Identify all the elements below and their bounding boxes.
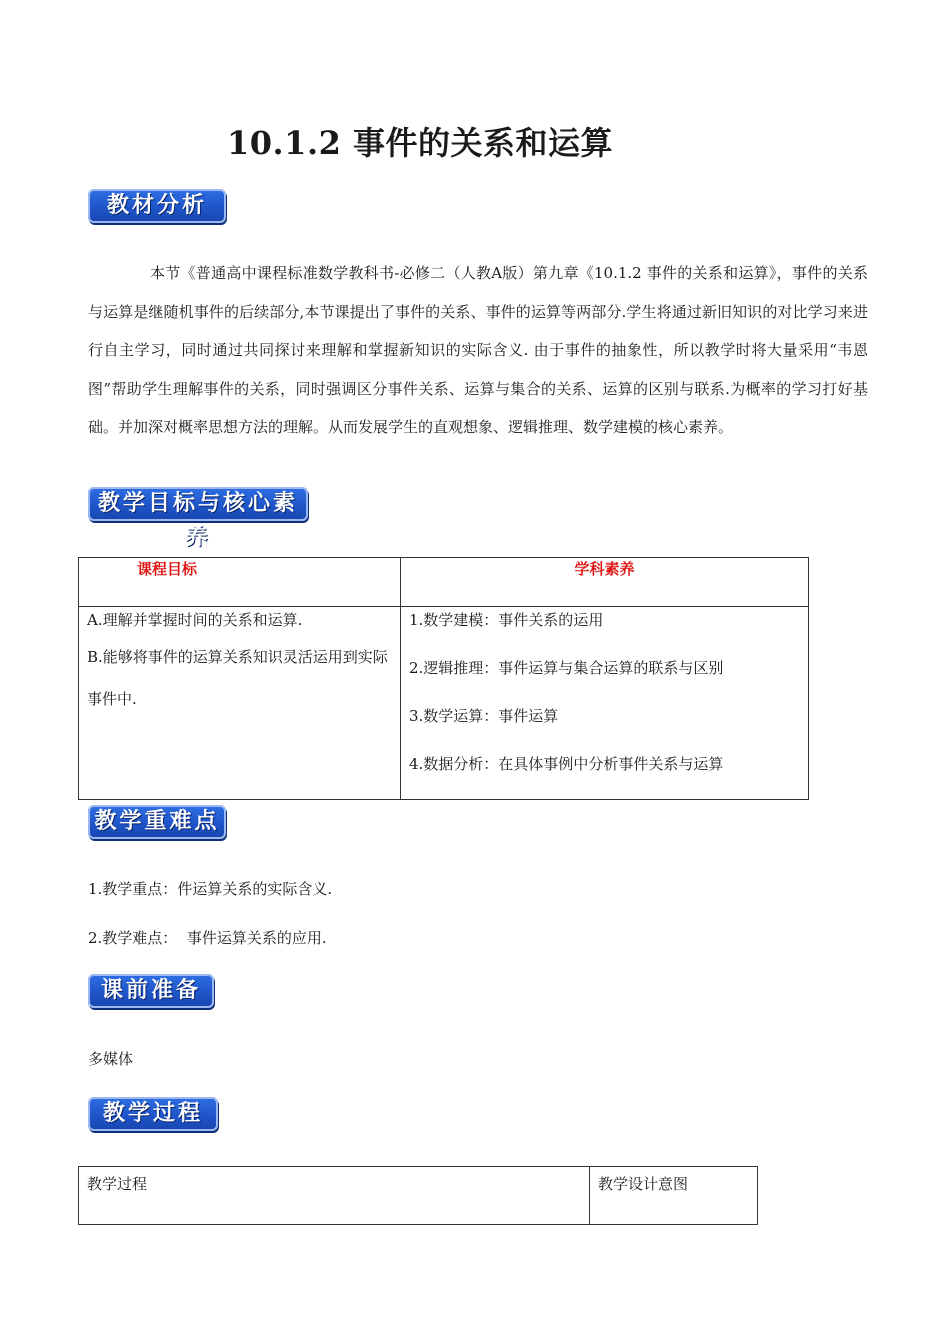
section-badge-preparation: 课前准备 xyxy=(88,974,214,1008)
teaching-difficulty-label: 2.教学难点： xyxy=(88,929,178,947)
section-badge-analysis: 教材分析 xyxy=(88,189,226,223)
header-design-intent: 教学设计意图 xyxy=(590,1167,758,1225)
page-title: 10.1.2 事件的关系和运算 xyxy=(227,124,613,162)
analysis-paragraph: 本节《普通高中课程标准数学教科书-必修二（人教A版）第九章《10.1.2 事件的关系和运算》，事件的关系与运算是继随机事件的后续部分,本节课提出了事件的关系、事件的运算等两部分.学生将通过新旧知识的对比学习来进行自主学习，同时通过共同探讨来理解和掌握新知识的实际含义. 由于事件的抽象性，所以教学时将大量采用“韦恩图”帮助学生理解事件的关系，同时强调区分事件关系、运算与集合的关系、运算的区别与联系.为概率的学习打好基础。并加深对概率思想方法的理解。从而发展学生的直观想象、逻辑推理、数学建模的核心素养。 xyxy=(88,264,868,436)
header-course-goals: 课程目标 xyxy=(79,558,401,607)
teaching-focus-text: 件运算关系的实际含义 xyxy=(177,880,328,898)
preparation-text: 多媒体 xyxy=(88,1050,134,1068)
course-goals-cell xyxy=(79,607,401,800)
process-table xyxy=(78,1166,758,1225)
goals-table-row xyxy=(79,607,809,800)
literacy-item-3: 3.数学运算：事件运算 xyxy=(409,707,559,725)
teaching-difficulty-text: 事件运算关系的应用. xyxy=(177,929,327,947)
course-goal-a: A.理解并掌握时间的关系和运算. xyxy=(87,611,303,629)
teaching-difficulty xyxy=(88,927,327,948)
section-badge-objectives: 教学目标与核心素养 xyxy=(88,487,308,521)
course-goal-b: B.能够将事件的运算关系知识灵活运用到实际事件中. xyxy=(87,648,388,708)
process-table-header xyxy=(79,1167,758,1225)
goals-table-header xyxy=(79,558,809,607)
literacy-item-4: 4.数据分析：在具体事例中分析事件关系与运算 xyxy=(409,755,724,773)
header-literacy: 学科素养 xyxy=(401,558,809,607)
header-teaching-process: 教学过程 xyxy=(79,1167,590,1225)
section-badge-process: 教学过程 xyxy=(88,1097,218,1131)
literacy-item-1: 1.数学建模：事件关系的运用 xyxy=(409,611,604,629)
literacy-cell xyxy=(401,607,809,800)
teaching-focus xyxy=(88,878,332,899)
goals-table xyxy=(78,557,809,800)
section-badge-keypoints: 教学重难点 xyxy=(88,805,226,839)
teaching-focus-label: 1.教学重点： xyxy=(88,880,178,898)
teaching-focus-end: . xyxy=(327,880,333,898)
literacy-item-2: 2.逻辑推理：事件运算与集合运算的联系与区别 xyxy=(409,659,724,677)
